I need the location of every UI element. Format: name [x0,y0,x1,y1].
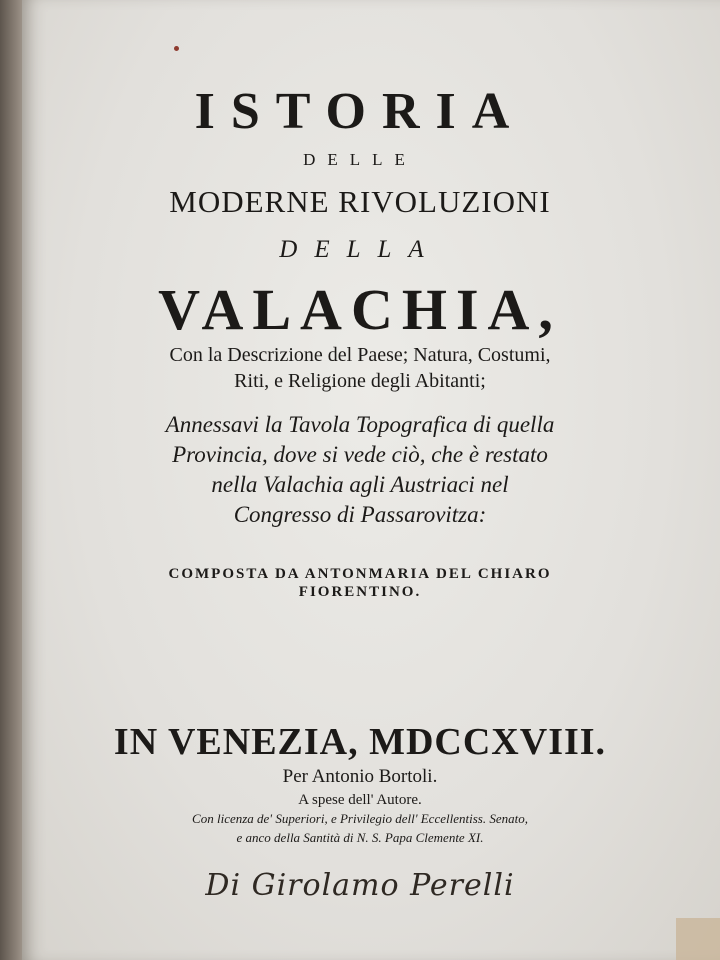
title-valachia: VALACHIA, [158,277,562,342]
imprint-license-1: Con licenza de' Superiori, e Privilegio dell' Eccellentiss. Senato, [192,811,528,826]
annex-line-3: nella Valachia agli Austriaci nel [211,472,509,497]
description-line-1: Con la Descrizione del Paese; Natura, Costumi, [169,344,551,366]
handwritten-signature: Di Girolamo Perelli [205,868,515,903]
author-line-1: COMPOSTA DA ANTONMARIA DEL CHIARO [168,566,552,582]
annex-line-2: Provincia, dove si vede ciò, che è restato [172,442,548,467]
imprint-expense: A spese dell' Autore. [298,792,422,808]
imprint-place-date: IN VENEZIA, MDCCXVIII. [113,721,607,763]
title-delle: DELLE [303,150,417,169]
imprint-license-2: e anco della Santità di N. S. Papa Clemente XI. [236,830,484,845]
annex-line-4: Congresso di Passarovitza: [233,502,487,527]
title-istoria: ISTORIA [194,83,526,140]
imprint-printer: Per Antonio Bortoli. [282,766,438,787]
ink-spot [174,46,179,51]
annex-line-1: Annessavi la Tavola Topografica di quella [165,412,555,437]
description-line-2: Riti, e Religione degli Abitanti; [234,370,486,392]
title-della: DELLA [279,236,441,263]
title-moderne-rivoluzioni: MODERNE RIVOLUZIONI [169,184,551,219]
page-stain [676,918,720,960]
author-line-2: FIORENTINO. [298,584,422,600]
